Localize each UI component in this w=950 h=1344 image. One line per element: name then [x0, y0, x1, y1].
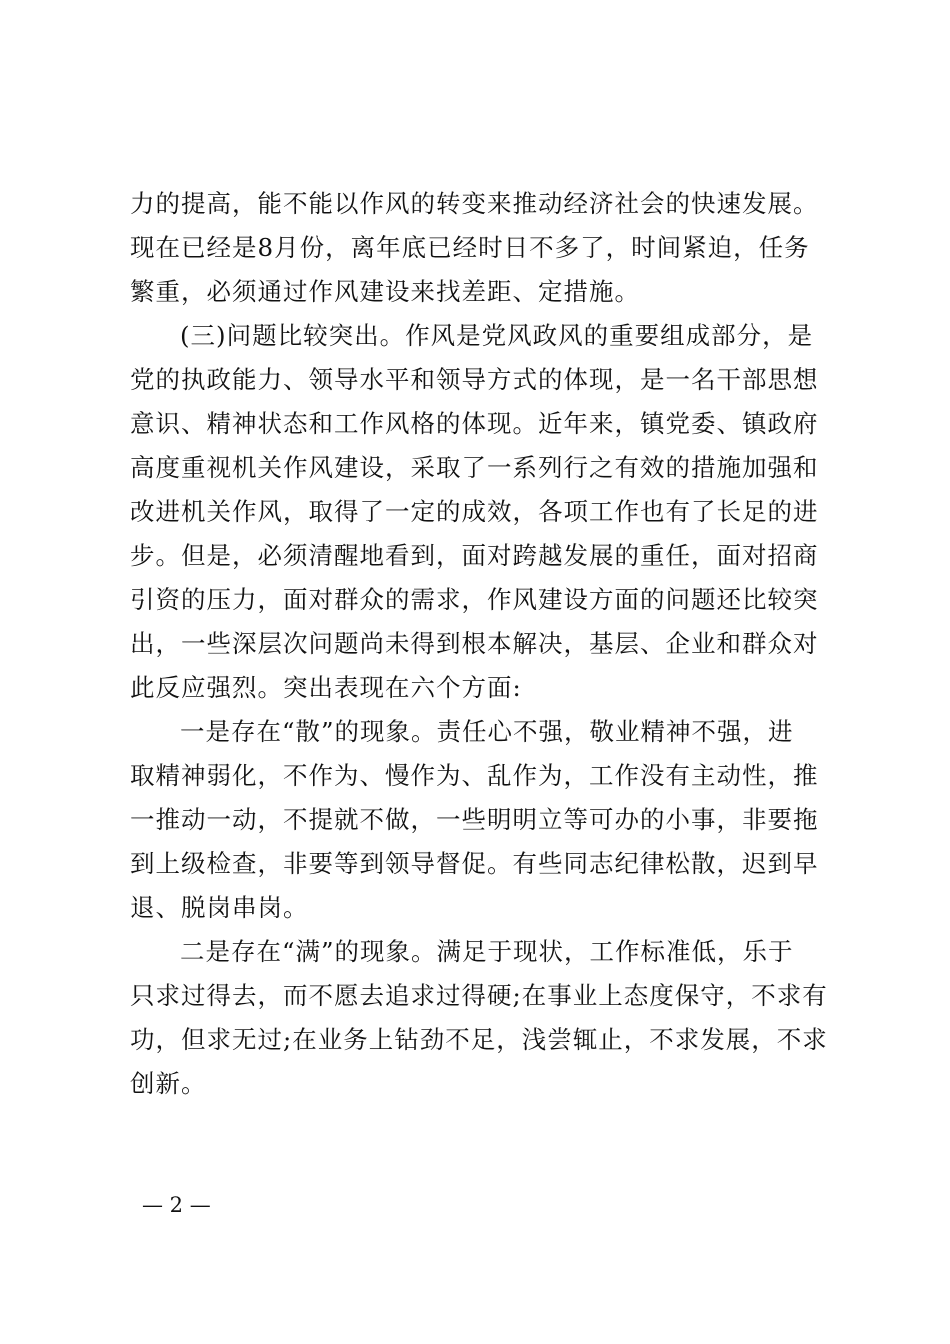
text-line: 引资的压力，面对群众的需求，作风建设方面的问题还比较突: [130, 585, 819, 614]
text-line: 创新。: [130, 1069, 207, 1098]
text-line: 一推动一动，不提就不做，一些明明立等可办的小事，非要拖: [130, 805, 819, 834]
text-line: 步。但是，必须清醒地看到，面对跨越发展的重任，面对招商: [130, 541, 819, 570]
text-line: 力的提高，能不能以作风的转变来推动经济社会的快速发展。: [130, 189, 819, 218]
text-line: 现在已经是8月份，离年底已经时日不多了，时间紧迫，任务: [130, 233, 810, 262]
text-line: 退、脱岗串岗。: [130, 893, 309, 922]
text-line: 党的执政能力、领导水平和领导方式的体现，是一名干部思想: [130, 365, 819, 394]
text-line: 只求过得去，而不愿去追求过得硬;在事业上态度保守，不求有: [130, 981, 828, 1010]
document-body: [130, 182, 828, 1106]
text-line: 此反应强烈。突出表现在六个方面:: [130, 673, 522, 702]
text-line: 繁重，必须通过作风建设来找差距、定措施。: [130, 277, 640, 306]
text-line: 出，一些深层次问题尚未得到根本解决，基层、企业和群众对: [130, 629, 819, 658]
text-line: 取精神弱化，不作为、慢作为、乱作为，工作没有主动性，推: [130, 761, 819, 790]
text-line: (三)问题比较突出。作风是党风政风的重要组成部分，是: [180, 321, 814, 350]
text-line: 高度重视机关作风建设，采取了一系列行之有效的措施加强和: [130, 453, 819, 482]
text-line: 改进机关作风，取得了一定的成效，各项工作也有了长足的进: [130, 497, 819, 526]
text-line: 功，但求无过;在业务上钻劲不足，浅尝辄止，不求发展，不求: [130, 1025, 828, 1054]
text-line: 一是存在“散”的现象。责任心不强，敬业精神不强，进: [180, 717, 794, 746]
text-line: 二是存在“满”的现象。满足于现状，工作标准低，乐于: [180, 937, 794, 966]
page-number: — 2 —: [142, 1193, 211, 1217]
text-line: 意识、精神状态和工作风格的体现。近年来，镇党委、镇政府: [130, 409, 819, 438]
text-line: 到上级检查，非要等到领导督促。有些同志纪律松散，迟到早: [130, 849, 819, 878]
